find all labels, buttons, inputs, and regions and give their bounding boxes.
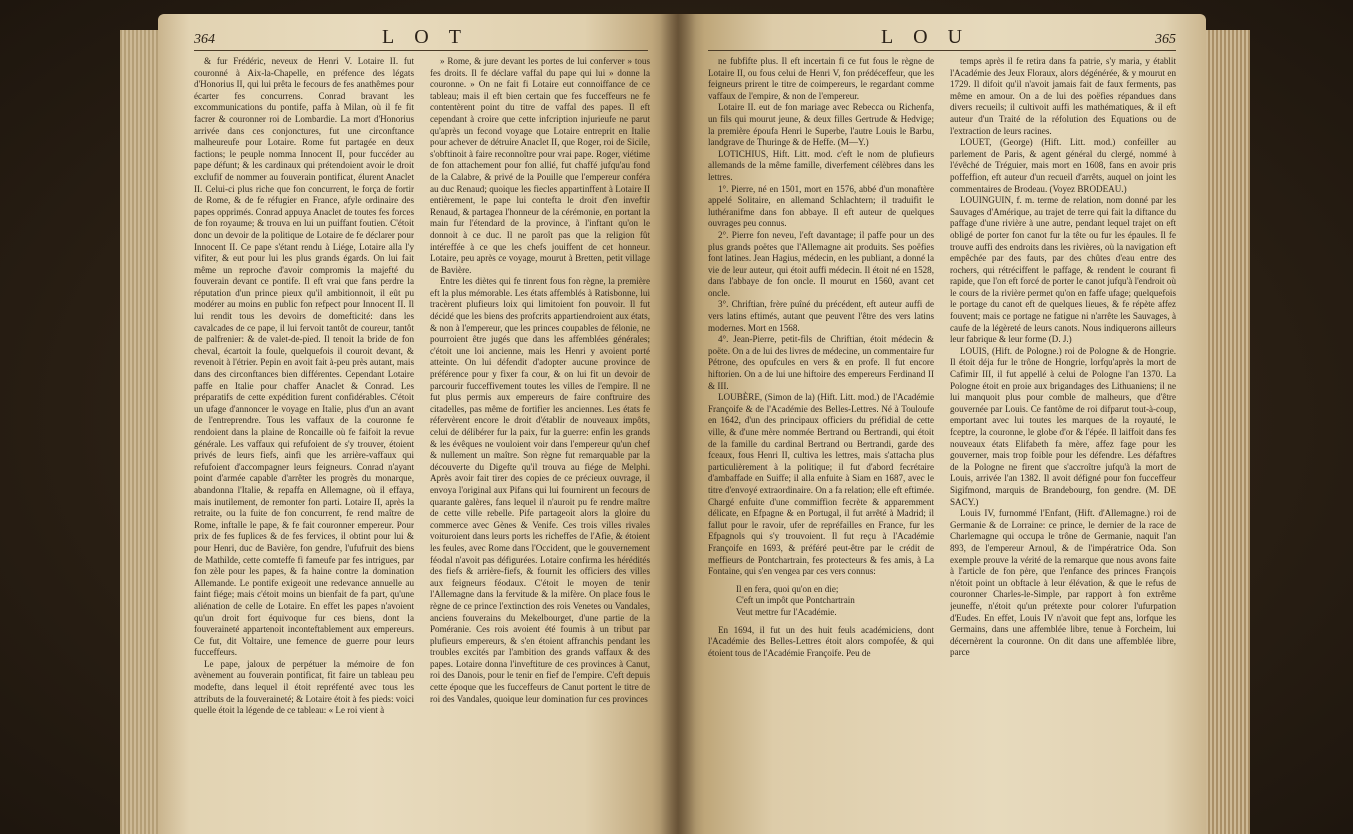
paragraph: 4°. Jean-Pierre, petit-fils de Chriftian, étoit médecin & poëte. On a de lui des livres de médecine, un commentaire fur Pétrone, des opufcules en vers & en profe. Il fut encore hiftorien. On a de lui une hiftoire des empereurs Ferdinand II & III. [708,334,934,391]
paragraph: LOUINGUIN, f. m. terme de relation, nom donné par les Sauvages d'Amérique, au trajet de terre qui fait la diftance du paffage d'une rivière à une autre, pendant lequel trajet on eft obligé de porter fon canot fur la tête ou fur les épaules. Il fe trouve auffi des endroits dans les rivières, où la navigation eft empêchée par des fauts, par des chûtes d'eau entre des rochers, qui rétréciffent le paffage, & rendent le courant fi rapide, que l'on eft forcé de porter le canot jufqu'à l'endroit où le cours de la rivière permet qu'on en faffe ufage; quelquefois le portage du canot eft de quelques lieues, & fe répète affez fouvent; mais ce portage ne fatigue ni n'arrête les Sauvages, à caufe de la légèreté de leurs canots. Nous indiquerons ailleurs leur fabrique & leur forme (D. J.) [950,195,1176,345]
verse-quote [708,584,934,619]
left-page [158,14,678,834]
verse-line: C'eft un impôt que Pontchartrain [736,595,855,606]
paragraph: Le pape, jaloux de perpétuer la mémoire de fon avènement au fouverain pontificat, fit faire un tableau peu modefte, dans lequel il étoit repréfenté avec tous les attributs de la fouveraineté; & Lotaire étoit à fes pieds: voici quelle étoit la légende de ce tableau: « Le roi vient à [194,658,414,716]
paragraph: 3°. Chriftian, frère puîné du précédent, eft auteur auffi de vers latins eftimés, autant que peuvent l'être des vers latins modernes. Mort en 1568. [708,299,934,333]
paragraph: 1°. Pierre, né en 1501, mort en 1576, abbé d'un monaftère appelé Solitaire, en allemand Schlachtern; il traduifit le luthéranifme dans fon abbaye. Il eft auteur de quelques ouvrages peu connus. [708,183,934,229]
paragraph: ne fubfifte plus. Il eft incertain fi ce fut fous le règne de Lotaire II, ou fous celui de Henri V, fon prédéceffeur, que les feigneurs prirent le titre de coimpereurs, le regardant comme vaffaux de l'empire, & non de l'empereur. [708,56,934,101]
paragraph: » Rome, & jure devant les portes de lui conferver » tous fes droits. Il fe déclare vaffal du pape qui lui » donne la couronne. » On ne fait fi Lotaire eut connoiffance de ce tableau; mais il eft bien certain que fes fucceffeurs ne fe contentèrent point du titre de vaffal des papes. Il eft cependant à croire que cette infcription injurieufe ne parut qu'après un fecond voyage que Lotaire entreprit en Italie pour achever de détruire Anaclet II, que Roger, roi de Sicile, s'obftinoit à faire reconnoître pour vrai pape. Roger, viétime de fon attachement pour fon allié, fut chaffé jufqu'au fond de la Calabre, & privé de la Pouille que l'empereur conféra au duc Renaud; quoique les fiecles appartinffent à Lotaire II entièrement, le pape lui contefta le droit d'en inveftir Renaud, & partagea l'honneur de la cérémonie, en portant la main fur l'étendard de la province, à l'inftant qu'on le donnoit à ce duc. Il ne paroît pas que la religion fût intéreffée à ce que les chefs jouiffent de cet honneur. Lotaire, peu après ce voyage, mourut à Bretten, petit village de Bavière. [430,56,650,275]
paragraph: LOUIS, (Hift. de Pologne.) roi de Pologne & de Hongrie. Il étoit déja fur le trône de Hongrie, lorfqu'après la mort de Cafimir III, il fut appellé à celui de Pologne l'an 1370. La Pologne étoit en proie aux brigandages des Lithuaniens; il ne lui manquoit plus pour comble de malheurs, que d'être gouvernée par Louis. Ce fantôme de roi difparut tout-à-coup, emportant avec lui toutes les marques de la royauté, le fceptre, la couronne, le globe d'or & l'épée. Il laiffoit dans fes nouveaux états Elifabeth fa mère, affez fage pour les gouverner, mais trop foible pour les défendre. Les défaftres de la Pologne ne firent que s'accroître jufqu'à la mort de Louis, arrivée l'an 1382. Il avoit défigné pour fon fucceffeur Sigifmond, marquis de Brandebourg, fon gendre. (M. DE SACY.) [950,345,1176,507]
paragraph: En 1694, il fut un des huit feuls académiciens, dont l'Académie des Belles-Lettres étoit alors compofée, & qui étoient tous de l'Académie Françoife. Peu de [708,624,934,658]
right-column-1 [708,56,934,828]
right-running-head: LOU [880,26,983,48]
paragraph: 2°. Pierre fon neveu, l'eft davantage; il paffe pour un des plus grands poëtes que l'Allemagne ait produits. Ses poëfies font latines. Jean Hagius, médecin, en les publiant, a donné la vie de leur auteur, qui étoit auffi médecin. Il étoit né en 1528, dans l'abbaye de fon oncle. Il mourut en 1560, avant cet oncle. [708,229,934,298]
left-page-number: 364 [194,32,215,47]
left-running-head: LOT [382,26,481,48]
left-column-2 [430,56,650,828]
book-gutter [660,14,696,834]
right-header-rule [708,50,1176,51]
paragraph: LOTICHIUS, Hift. Litt. mod. c'eft le nom de plufieurs allemands de la même famille, diverfement célèbres dans les lettres. [708,148,934,182]
right-page-number: 365 [1155,32,1176,47]
verse-line: Veut mettre fur l'Académie. [736,606,837,617]
right-column-2 [950,56,1176,828]
left-page-edges [120,30,160,834]
paragraph: Entre les diètes qui fe tinrent fous fon règne, la première eft la plus mémorable. Les états affemblés à Ratisbonne, lui tracèrent plufieurs loix qui limitoient fon pouvoir. Il fut décidé que les biens des profcrits appartiendroient aux états, & non à l'empereur, que les princes coupables de félonie, ne pourroient être jugés que dans les affemblées générales; c'étoit une loi ancienne, mais les Henri y avoient porté atteinte. On lui défendit d'adopter aucune province de préférence pour y fixer fa cour, & on lui fit un devoir de parcourir fucceffivement toutes les villes de l'empire. Il ne fut plus permis aux empereurs de faire conftruire des citadelles, pas même de fortifier les anciennes. Les états fe réfervèrent encore le droit d'établir de nouveaux impôts, celui de délibérer fur la paix, fur la guerre: enfin les grands & les évêques ne vouloient voir dans l'empereur qu'un chef & nullement un maître. Son règne fut remarquable par la découverte du Digefte qu'il trouva au fiége de Melphi. Après avoir fait tirer des copies de ce précieux ouvrage, il envoya l'original aux Pifans qui lui fournirent un fecours de quarante galères, fans lequel il n'auroit pu fe rendre maître de cette ville rebelle. Pife partageoit alors la gloire du commerce avec Gènes & Venife. Ces trois villes rivales voituroient dans leurs ports les richeffes de l'Afie, & étoient les feules, avec Rome dans l'Occident, que le gouvernement féodal n'avoit pas défigurées. Lotaire confirma les hérédités des fiefs & arrière-fiefs, & fournit les officiers des villes aux feigneurs féodaux. C'étoit le moyen de tenir l'Allemagne dans la fervitude & la mifère. On place fous le règne de ce prince l'extinction des rois Venetes ou Vandales, anciens fouverains du Mekelbourget, d'une partie de la Poméranie. Ces rois avoient été foumis à un tribut par plufieurs empereurs, & s'en étoient affranchis pendant les troubles excités par l'ambition des grands vaffaux & des papes. Lotaire donna l'inveftiture de ces provinces à Canut, roi des Danois, pour le tenir en fief de l'empire. C'eft depuis cette époque que les fucceffeurs de Canut portent le titre de roi des Vandales, quoique leur domination fur ces provinces [430,276,650,704]
left-columns [194,56,650,828]
right-page [678,14,1206,834]
right-page-edges [1206,30,1250,834]
paragraph: LOUBÈRE, (Simon de la) (Hift. Litt. mod.) de l'Académie Françoife & de l'Académie des Belles-Lettres. Né à Touloufe en 1642, d'un des principaux officiers du préfidial de cette ville, & d'une mère nommée Bertrand ou Bertrandi, qui étoit de la famille du cardinal Bertrand ou Bertrandi, garde des fceaux, fous Henri II, cultiva les lettres, mais s'attacha plus particulièrement à la politique; il fut d'abord fecrétaire d'ambaffade en Suiffe; il alla enfuite à Siam en 1687, avec le titre d'envoyé extraordinaire. On a fa relation; elle eft eftimée. Chargé enfuite d'une commiffion fecrète & apparemment délicate, en Efpagne & en Portugal, il fut arrêté à Madrid; il fallut pour le ravoir, ufer de repréfailles en France, fur les Efpagnols qui s'y trouvoient. Il fut reçu à l'Académie Françoife en 1693, & préféré peut-être par le crédit de meffieurs de Pontchartrain, fes protecteurs & fes amis, à La Fontaine, qui s'en vengea par ces vers connus: [708,392,934,577]
paragraph: Lotaire II. eut de fon mariage avec Rebecca ou Richenfa, un fils qui mourut jeune, & deux filles Gertrude & Hedvige; la première époufa Henri le Superbe, l'autre Louis le Barbu, landgrave de Thuringe & de Heffe. (M—Y.) [708,102,934,148]
paragraph: Louis IV, furnommé l'Enfant, (Hift. d'Allemagne.) roi de Germanie & de Lorraine: ce prince, le dernier de la race de Charlemagne qui occupa le trône de Germanie, naquit l'an 893, de l'empereur Arnoul, & de l'impératrice Oda. Son exemple prouve la vérité de la remarque que nous avons faite à l'article de fon père, que l'enfance des princes François n'étoit point un obftacle à leur élévation, & que le refus de couronner Charles-le-Simple, par rapport à fon extrême jeuneffe, n'étoit qu'un prétexte pour colorer l'ufurpation d'Eudes. En effet, Louis IV n'avoit que fept ans, lorfque les Germains, dans une affemblée libre, tenue à Forcheim, lui décernèrent la couronne. On dit dans une affemblée libre, parce [950,508,1176,658]
verse-line: Il en fera, quoi qu'on en die; [736,583,839,594]
paragraph: LOUET, (George) (Hift. Litt. mod.) confeiller au parlement de Paris, & agent général du clergé, nommé à l'évêché de Tréguier, mais mort en 1608, fans en avoir pris poffeffion, eft auteur d'un recueil d'arrêts, auquel on joint les commentaires de Brodeau. (Voyez BRODEAU.) [950,137,1176,194]
right-running-header [708,26,1176,52]
paragraph: temps après il fe retira dans fa patrie, s'y maria, y établit l'Académie des Jeux Floraux, alors dégénérée, & y mourut en 1729. Il difoit qu'il n'avoit jamais fait de faux ferments, pas même en amour. On a de lui des poëfies répandues dans divers recueils; il cultivoit auffi les mathématiques, & il eft auteur d'un Traité de la réfolution des Equations ou de l'extraction de leurs racines. [950,56,1176,136]
right-columns [708,56,1176,828]
paragraph: & fur Frédéric, neveux de Henri V. Lotaire II. fut couronné à Aix-la-Chapelle, en préfence des légats d'Honorius II, qui lui prêta le fecours de fes anathêmes pour écarter fes concurrens. Conrad bravant les excommunications du pontife, paffa à Milan, où il fe fit facrer & couronner roi de Lombardie. La mort d'Honorius arrivée dans ces conjonctures, fut une circonftance malheureufe pour Lotaire. Rome fut partagée en deux factions; le peuple nomma Innocent II, pour fuccéder au pape défunt; & les cardinaux qui prétendoient avoir le droit exclufif de nommer au fouverain pontificat, élurent Anaclet II. Celui-ci plus riche que fon concurrent, le força de fortir de Rome, & de fe réfugier en France, afyle ordinaire des papes opprimés. Conrad appuya Anaclet de toutes fes forces de fon royaume; & trouva en lui un puiffant foutien. C'étoit donc un devoir de la politique de Lotaire de fe déclarer pour Innocent II. Ce pape s'étant rendu à Liége, Lotaire alla l'y vifiter, & eut pour lui les plus grands égards. On lui fait même un reproche d'avoir compromis la majefté du fouverain devant ce pontife. Il eft vrai que fans perdre la réputation d'un prince pieux qu'il ambitionnoit, il eût pu modérer au moins en public fon refpect pour Innocent II. Il lui rendit tous les devoirs de domefticité: dans les cavalcades de ce pape, il lui fervoit tantôt de coureur, tantôt de palfrenier: & de valet-de-pied. Il tenoit la bride de fon cheval, écartoit la foule, quelquefois il couroit devant, & revenoit à l'étrier. Pepin en avoit fait à-peu près autant, mais dans des circonftances bien différentes. Cependant Lotaire paffe en Italie pour chaffer Anaclet & Conrad. Les préparatifs de cette expédition furent confidérables. C'étoit un ufage d'annoncer le voyage en Italie, plus d'un an avant de l'entreprendre. Tous les vaffaux de la couronne fe rendoient dans la plaine de Roncaille où fe faifoit la revue générale. Les vaffaux qui refufoient de s'y trouver, étoient privés de leurs fiefs, ainfi que les arrière-vaffaux qui refufoient d'accompagner leurs feigneurs. Conrad n'ayant point d'armée capable d'arrêter les progrès du monarque, abandonna l'Italie, & repaffa en Allemagne, où il effaya, mais inutilement, de remonter fon parti. Lotaire II, après la retraite, ou la fuite de fon concurrent, fe rend maître de Rome, inftalle le pape, & fe fait couronner empereur. Pour prix de fes fuplices & de fes fervices, il obtint pour lui & pour Henri, duc de Bavière, fon gendre, l'ufufruit des biens de Mathilde, cette comteffe fi fameufe par fes intrigues, par fon zèle pour les papes, & fa haine contre la domination Allemande. Le pontife exigeoit une redevance annuelle au faint fiége; mais c'étoit moins un bienfait de fa part, qu'une aliénation de celle de Lotaire. En effet les papes n'avoient qu'un droit fort équivoque fur ces biens, dont la fouveraineté appartenoit inconteftablement aux empereurs. Ce fut, dit Voltaire, une femence de guerre pour leurs fucceffeurs. [194,56,414,658]
left-running-header [194,26,648,52]
left-column-1 [194,56,414,828]
left-header-rule [194,50,648,51]
